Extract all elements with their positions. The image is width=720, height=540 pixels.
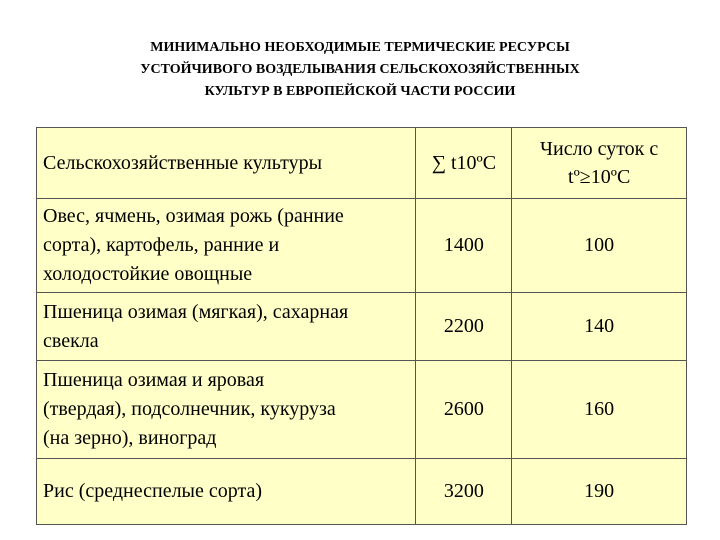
thermal-resources-table: [36, 127, 687, 525]
days-cell: 190: [512, 459, 687, 525]
table-row: [37, 293, 687, 361]
crop-text-line: (твердая), подсолнечник, кукуруза: [43, 398, 336, 420]
table-header-row: [37, 128, 687, 199]
table-row: [37, 459, 687, 525]
title-line-1: МИНИМАЛЬНО НЕОБХОДИМЫЕ ТЕРМИЧЕСКИЕ РЕСУРСЫ: [150, 40, 570, 55]
header-sum-temp-label: ∑ t10ºC: [431, 151, 497, 174]
days-cell: 100: [512, 199, 687, 293]
page-title: [40, 37, 680, 103]
crop-text-line: сорта), картофель, ранние и: [43, 234, 280, 256]
header-days-line-1: Число суток с: [540, 138, 659, 160]
days-cell: 140: [512, 293, 687, 361]
sum-temp-cell: 1400: [416, 199, 512, 293]
header-sum-temp: [416, 128, 512, 199]
header-crops: [37, 128, 416, 199]
table-row: [37, 199, 687, 293]
crop-text-line: (на зерно), виноград: [43, 427, 217, 449]
title-line-2: УСТОЙЧИВОГО ВОЗДЕЛЫВАНИЯ СЕЛЬСКОХОЗЯЙСТВЕННЫХ: [140, 62, 580, 77]
sum-temp-cell: 2600: [416, 361, 512, 459]
crop-text-line: Пшеница озимая и яровая: [43, 369, 265, 391]
days-cell: 160: [512, 361, 687, 459]
crop-cell: [37, 459, 416, 525]
header-crops-label: Сельскохозяйственные культуры: [43, 151, 323, 174]
crop-text-line: Пшеница озимая (мягкая), сахарная: [43, 300, 349, 323]
crop-text-line: Рис (среднеспелые сорта): [43, 480, 262, 502]
crop-cell: [37, 293, 416, 361]
title-line-3: КУЛЬТУР В ЕВРОПЕЙСКОЙ ЧАСТИ РОССИИ: [204, 84, 516, 99]
header-days-line-2: tº≥10ºC: [568, 166, 631, 188]
crop-cell: [37, 199, 416, 293]
crop-text-line: свекла: [43, 329, 99, 352]
crop-text-line: холодостойкие овощные: [43, 263, 253, 285]
sum-temp-cell: 2200: [416, 293, 512, 361]
table-row: [37, 361, 687, 459]
crop-cell: [37, 361, 416, 459]
sum-temp-cell: 3200: [416, 459, 512, 525]
crop-text-line: Овес, ячмень, озимая рожь (ранние: [43, 205, 344, 227]
header-days: [512, 128, 687, 199]
